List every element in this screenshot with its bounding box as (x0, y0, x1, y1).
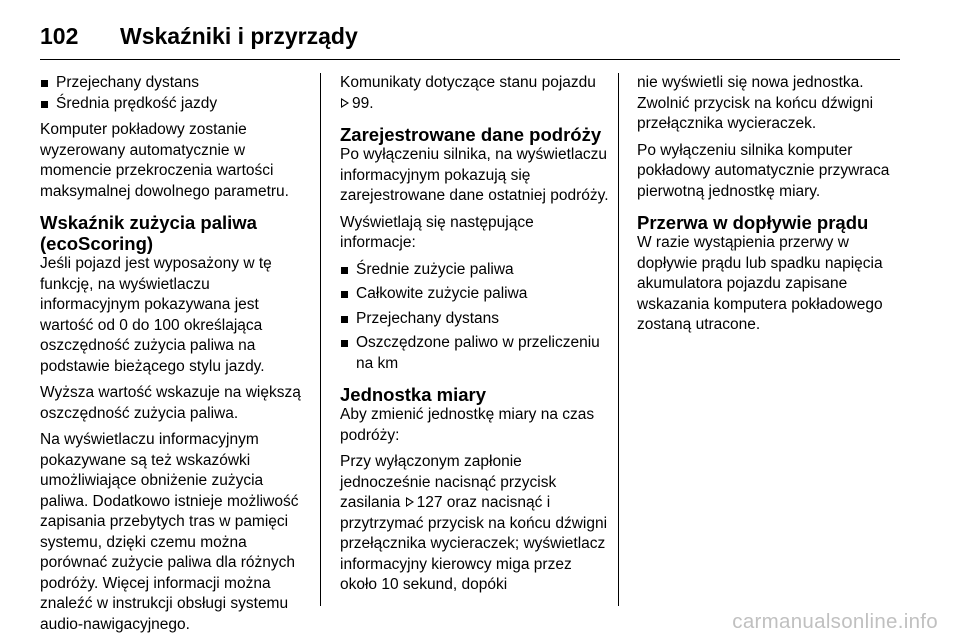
column-3 (637, 73, 907, 342)
continued-paragraph-2: Po wyłączeniu silnika komputer pokładowy automatycznie przywraca pierwotną jednostkę miary. (637, 141, 890, 200)
bullet-square-icon (41, 101, 48, 108)
page-number: 102 (40, 22, 79, 49)
power-paragraph: W razie wystąpienia przerwy w dopływie prądu lub spadku napięcia akumulatora pojazdu zapisane wskazania komputera pokładowego zostaną utracone. (637, 234, 883, 333)
reset-paragraph: Komputer pokładowy zostanie wyzerowany automatycznie w momencie przekroczenia wartości maksymalnej dowolnego parametru. (40, 121, 289, 200)
bullet-square-icon (341, 291, 348, 298)
bullet-square-icon (341, 267, 348, 274)
column-divider-1 (320, 73, 321, 606)
messages-ref-link[interactable]: 99. (352, 94, 374, 112)
unit-heading: Jednostka miary (340, 384, 487, 405)
power-interruption-heading: Przerwa w dopływie prądu (637, 212, 869, 233)
header-rule (40, 59, 900, 60)
page-reference-icon (341, 98, 349, 108)
list-item: Przejechany dystans (340, 309, 610, 330)
list-item: Przejechany dystans (40, 73, 310, 94)
column-divider-2 (618, 73, 619, 606)
trip-bullets (40, 73, 310, 114)
column-1 (40, 73, 310, 641)
eco-heading: Wskaźnik zużycia paliwa (ecoScoring) (40, 212, 257, 254)
saved-paragraph-1: Po wyłączeniu silnika, na wyświetlaczu informacyjnym pokazują się zarejestrowane dane ostatniej podróży. (340, 146, 609, 204)
eco-paragraph-1: Jeśli pojazd jest wyposażony w tę funkcję, na wyświetlaczu informacyjnym pokazywana jest wartość od 0 do 100 określająca oszczędność zużycia paliwa na podstawie bieżącego stylu jazdy. (40, 255, 272, 375)
eco-paragraph-2: Wyższa wartość wskazuje na większą oszczędność zużycia paliwa. (40, 384, 301, 422)
column-2 (340, 73, 610, 602)
watermark: carmanualsonline.info (732, 610, 938, 633)
page-title: Wskaźniki i przyrządy (120, 22, 358, 49)
messages-paragraph: Komunikaty dotyczące stanu pojazdu 99. (340, 74, 596, 112)
saved-paragraph-2: Wyświetlają się następujące informacje: (340, 213, 534, 251)
list-item: Oszczędzone paliwo w przeliczeniu na km (340, 333, 610, 374)
unit-paragraph-2: Przy wyłączonym zapłonie jednocześnie nacisnąć przycisk zasilania 127 oraz nacisnąć i przytrzymać przycisk na końcu dźwigni przełącznika wycieraczek; wyświetlacz informacyjny kierowcy miga przez około 10 sekund, dopóki (340, 453, 608, 593)
bullet-square-icon (41, 80, 48, 87)
bullet-square-icon (341, 316, 348, 323)
page-header (40, 18, 358, 54)
list-item: Całkowite zużycie paliwa (340, 284, 610, 305)
saved-data-heading: Zarejestrowane dane podróży (340, 124, 602, 145)
continued-paragraph-1: nie wyświetli się nowa jednostka. Zwolnić przycisk na końcu dźwigni przełącznika wycieraczek. (637, 74, 874, 132)
unit-paragraph-1: Aby zmienić jednostkę miary na czas podróży: (340, 406, 595, 444)
power-button-ref-text: 127 oraz nacisnąć i przytrzymać przycisk na końcu dźwigni przełącznika wycieraczek; wyświetlacz informacyjny kierowcy miga przez około 10 sekund, dopóki (340, 494, 608, 593)
list-item: Średnia prędkość jazdy (40, 94, 310, 115)
page-reference-icon (406, 497, 414, 507)
eco-paragraph-3: Na wyświetlaczu informacyjnym pokazywane są też wskazówki umożliwiające obniżenie zużycia paliwa. Dodatkowo istnieje możliwość zapisania przebytych tras w pamięci systemu, dzięki czemu można porównać zużycie paliwa dla różnych podróży. Więcej informacji można znaleźć w instrukcji obsługi systemu audio-nawigacyjnego. (40, 431, 299, 633)
saved-bullets (340, 260, 610, 375)
bullet-square-icon (341, 340, 348, 347)
list-item: Średnie zużycie paliwa (340, 260, 610, 281)
